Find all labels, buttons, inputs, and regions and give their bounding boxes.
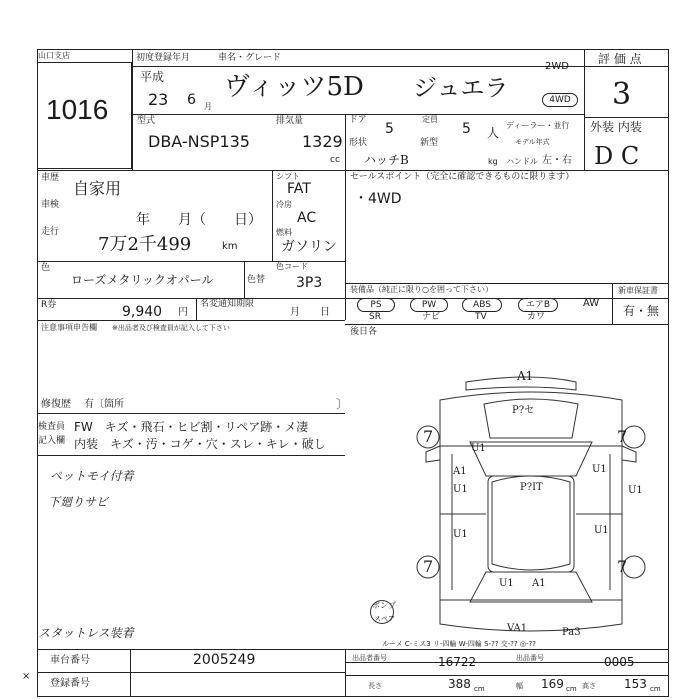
dealer-label: ディーラー・並行 [506,121,570,130]
yen-unit: 円 [178,307,188,318]
width-unit: cm [566,685,577,693]
tire-rear-left: 7 [423,557,434,576]
capacity-unit: 人 [487,126,500,140]
height: 153 [624,677,647,691]
chassis-label: 車台番号 [50,655,90,666]
handwritten-note-studless: スタットレス装着 [38,626,134,640]
history-label: 車歴 [41,173,60,183]
handle: 左・右 [542,155,572,166]
width: 169 [541,677,564,691]
tire-rear-right: 7 [617,557,628,576]
width-label: 幅 [516,682,523,690]
title-deadline-label: 名変通知期限 [200,299,255,309]
score-label: 評 価 点 [598,52,642,66]
checker-no: 16722 [438,655,477,669]
load-unit: kg [488,157,498,166]
length-label: 長さ [368,682,382,690]
sales-point-label: セールスポイント（完全に確認できるものに限ります） [350,172,575,182]
diagram-bottom-u1: U1 [499,578,514,589]
ext-int-grade: D C [594,142,640,170]
diagram-right-u1b: U1 [628,485,643,496]
sales-point: ・4WD [354,191,402,207]
color-code: 3P3 [296,275,323,291]
fuel-label: 燃料 [276,228,292,237]
title-deadline: 月 日 [290,307,330,318]
height-unit: cm [650,685,661,693]
ac: AC [297,210,317,226]
checker-no-label: 出品者番号 [352,654,387,662]
diagram-left-u1a: U1 [453,484,468,495]
registration-label: 登録番号 [50,678,90,689]
car-name-label: 車名・グレード [218,53,282,63]
diagram-tiny-legend: ルーメ C-ミス3 リ-四輪 W-四輪 S-?? 交-?? ◎-?? [382,640,536,648]
drive-4wd-circled: 4WD [542,93,578,107]
inspection-date: 年 月（ 日） [136,212,262,228]
repair-label: 修復歴 [41,399,71,410]
paint-no-label: 色替 [247,275,266,285]
tire-front-right: 7 [617,427,628,446]
ext-int-label: 外装 内装 [590,120,642,134]
equip-aw: AW [583,298,600,309]
equip-sr: SR [369,312,381,322]
legend-exterior: FW キズ・飛石・ヒビ割・リペア跡・メ凄 [74,420,309,434]
color: ローズメタリックオパール [71,273,214,287]
displacement: 1329 [302,132,343,151]
equipment-label: 装備品（純正に限り○を囲って下さい） [350,285,493,294]
era-label: 平成 [140,70,165,84]
reg-year: 23 [148,90,169,109]
repair-text: 有〔箇所 [84,399,124,410]
first-registration-label: 初度登録年月 [136,53,191,63]
diagram-roof: P?セ [512,405,535,416]
handwritten-note-pet: ペットモイ付着 [50,469,134,483]
legend-interior: 内装 キズ・汚・コゲ・穴・スレ・キレ・破し [74,437,326,451]
shift: FAT [287,181,311,197]
lot-number: 1016 [46,94,109,125]
diagram-top-a1: A1 [517,369,534,383]
reg-month: 6 [187,92,196,108]
mileage: 7万2千499 [98,234,192,255]
model-year-label: モデル年式 [515,138,550,146]
auction-no-label: 出品番号 [516,654,544,662]
length: 388 [448,677,471,691]
new-car-warranty-label: 新車保証書 [618,286,658,295]
tire-front-left: 7 [423,427,434,446]
new-car-warranty: 有・無 [623,304,660,318]
diagram-center: P?IT [520,482,543,493]
model-code: DBA-NSP135 [148,132,250,151]
diagram-right-u1a: U1 [592,464,607,475]
corner-label: 山口支店 [38,51,70,60]
auction-no: 0005 [604,655,635,669]
model-label: 型式 [137,116,156,126]
equip-tv: TV [475,312,487,322]
legend-label-a: 検査員 [38,422,66,432]
spare-tire-label: ボンプ [372,601,396,610]
equip-navi: ナビ [422,312,441,322]
handle-label: ハンドル [506,157,538,166]
reg-month-unit: 月 [204,102,212,111]
height-label: 高さ [582,682,596,690]
drive-2wd: 2WD [545,61,569,72]
history: 自家用 [73,179,122,198]
diagram-bottom-right: Pa3 [562,627,581,638]
diagram-left-u1c: U1 [471,443,486,454]
fuel: ガソリン [281,239,337,255]
cc-unit: cc [330,155,340,165]
new-model-label: 新型 [420,138,439,148]
equip-leather: カワ [527,312,546,322]
ac-label: 冷房 [276,200,292,209]
displacement-label: 排気量 [276,116,304,126]
notes-label: 注意事項申告欄 [41,323,97,332]
notes-sub: ※出品者及び検査員が記入して下さい [112,324,230,332]
equip-ps: PS [357,298,395,312]
spare-tire-sub: スペア [374,615,395,623]
inspection-label: 車検 [41,200,60,210]
diagram-right-u1c: U1 [594,525,609,536]
handwritten-note-underbody: 下廻りサビ [48,495,109,509]
doors-label: ドア [349,115,367,125]
capacity: 5 [462,121,471,137]
diagram-bottom-left: VA1 [507,623,528,634]
diagram-bottom-a1: A1 [532,578,546,589]
mileage-unit: km [222,241,238,252]
diagram-left-a1: A1 [453,466,467,477]
recycle-label: R券 [41,300,57,310]
diagram-left-u1b: U1 [453,529,468,540]
repair-close: 〕 [336,397,349,411]
doors: 5 [385,121,394,137]
chassis-number: 2005249 [193,652,256,668]
x-mark: × [22,671,31,682]
legend-label-b: 記入欄 [38,436,66,446]
length-unit: cm [474,685,485,693]
shift-label: シフト [276,172,300,181]
car-name: ヴィッツ5D [224,72,364,102]
score: 3 [612,77,632,112]
equip-abs: ABS [462,298,502,312]
capacity-label: 定員 [422,115,438,124]
color-label: 色 [41,263,51,273]
body-shape: ハッチB [364,153,409,167]
recycle-amount: 9,940 [122,304,163,320]
rear-label: 後日各 [350,327,378,337]
mileage-label: 走行 [41,227,60,237]
grade: ジュエラ [413,74,509,102]
color-code-label: 色コード [276,262,308,271]
shape-label: 形状 [349,138,368,148]
equip-airbag: エアB [518,298,558,312]
equip-pw: PW [410,298,448,312]
